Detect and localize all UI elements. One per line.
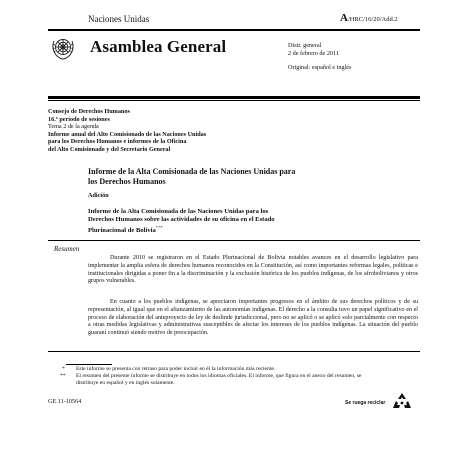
addendum-label: Adición	[88, 192, 109, 199]
footnote-ref: *,**	[155, 225, 163, 230]
footnote-mark: **	[60, 373, 66, 379]
report-subtitle	[88, 208, 418, 235]
summary-box	[48, 240, 420, 352]
agenda-item-line: Informe anual del Alto Comisionado de las Naciones Unidas	[48, 130, 207, 138]
un-emblem-icon	[50, 35, 76, 61]
document-symbol	[340, 12, 398, 24]
recycle-icon	[391, 392, 413, 410]
recycle-text: Se ruega reciclar	[345, 400, 386, 406]
report-subtitle-line: Plurinacional de Bolivia	[88, 227, 156, 235]
report-title-line: Informe de la Alta Comisionada de las Naciones Unidas para	[88, 167, 296, 176]
report-subtitle-line: Informe de la Alta Comisionada de las Naciones Unidas para los	[88, 208, 269, 215]
distribution: Distr. general	[288, 42, 322, 49]
footnote-separator	[66, 364, 112, 365]
header-rule	[48, 29, 420, 31]
council-name: Consejo de Derechos Humanos	[48, 108, 130, 115]
agenda-item-line: del Alto Comisionado y del Secretario General	[48, 145, 171, 153]
footnote-text: Este informe se presenta con retraso para poder incluir en él la información más reciente.	[76, 366, 276, 372]
masthead-rule-top	[48, 96, 420, 99]
footnote-mark: *	[62, 366, 65, 372]
report-title-line: los Derechos Humanos	[88, 176, 166, 186]
report-title	[88, 167, 418, 186]
footnote	[62, 366, 418, 373]
masthead-rule-bottom	[48, 100, 420, 101]
document-date: 2 de febrero de 2011	[288, 50, 339, 57]
footnote	[60, 373, 378, 386]
document-number: GE.11-10564	[48, 398, 82, 405]
summary-paragraph: Durante 2010 se registraron en el Estado Plurinacional de Bolivia notables avances en el desarrollo legislativo para implementar la amplia esfera de derechos humanos reconocidos en la Constitución, así como importantes reformas legales, políticas e institucionales dirigidas a poner fin a la discriminación y la exclusión histórica de los pueblos indígenas, de los afrobolivianos y otros grupos vulnerables.	[88, 255, 418, 285]
summary-heading: Resumen	[54, 245, 80, 253]
original-languages: Original: español e inglés	[288, 64, 352, 71]
footnote-text: El resumen del presente informe se distribuye en todos los idiomas oficiales. El informe, que figura en el anexo del resumen, se distribuye en español y en inglés solamente.	[76, 373, 362, 386]
report-subtitle-line: Derechos Humanos sobre las actividades de su oficina en el Estado	[88, 216, 275, 223]
symbol-prefix: A	[340, 12, 348, 24]
summary-paragraph: En cuanto a los pueblos indígenas, se apreciaron importantes progresos en el ámbito de sus derechos políticos y de su representación, al igual que en el afianzamiento de las autonomías indígenas. El derecho a la consulta tuvo un papel significativo en el proceso de elaboración del anteproyecto de ley de deslinde jurisdiccional, pero no se aplicó o se aplicó solo parcialmente con respecto a otras medidas legislativas y administrativas susceptibles de afectar los intereses de los pueblos indígenas. La situación del pueblo guaraní continuó siendo motivo de preocupación.	[88, 299, 418, 337]
agenda-item: Tema 2 de la agenda	[48, 123, 99, 131]
masthead-title: Asamblea General	[90, 37, 227, 56]
agenda-item-line: para los Derechos Humanos e informes de la Oficina	[48, 138, 187, 146]
org-name: Naciones Unidas	[88, 14, 150, 24]
symbol-code: /HRC/16/20/Add.2	[347, 16, 398, 23]
session-period: 16.º período de sesiones	[48, 115, 110, 123]
session-block	[48, 108, 288, 154]
